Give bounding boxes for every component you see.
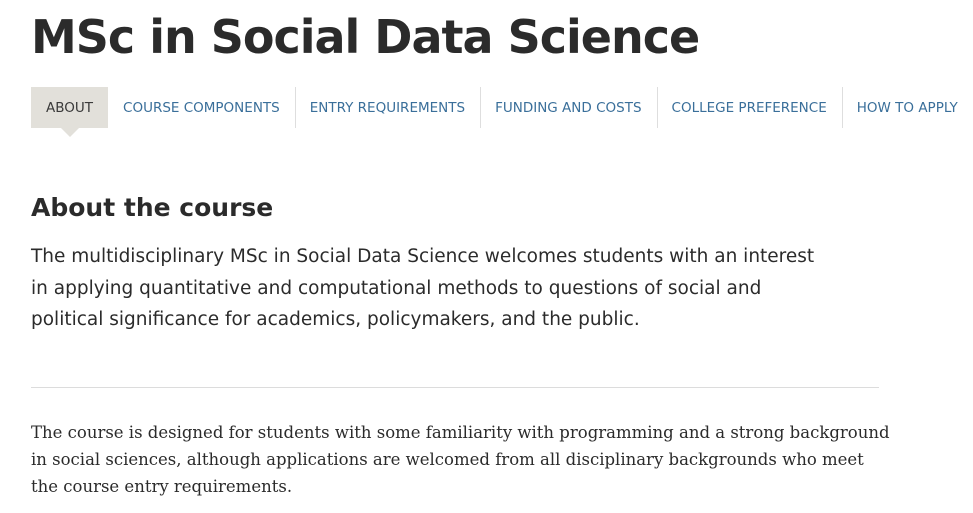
tab-entry-requirements[interactable]: ENTRY REQUIREMENTS — [295, 87, 480, 128]
tab-college-preference[interactable]: COLLEGE PREFERENCE — [657, 87, 842, 128]
intro-paragraph: The multidisciplinary MSc in Social Data Science welcomes students with an interest in applying quantitative and computational methods to questions of social and political significance for academics, policymakers, and the public. — [31, 246, 815, 330]
page-title: MSc in Social Data Science — [31, 10, 700, 64]
course-tabs — [31, 87, 973, 128]
section-heading: About the course — [31, 193, 274, 222]
tab-course-components[interactable]: COURSE COMPONENTS — [123, 99, 280, 116]
tab-how-to-apply[interactable]: HOW TO APPLY — [842, 87, 973, 128]
tab-about[interactable]: ABOUT — [31, 87, 108, 128]
tab-funding-and-costs[interactable]: FUNDING AND COSTS — [480, 87, 656, 128]
section-divider — [31, 387, 879, 388]
body-paragraph: The course is designed for students with some familiarity with programming and a strong background in social sciences, although applications are welcomed from all disciplinary backgrounds who meet the course entry requirements. — [31, 423, 890, 496]
